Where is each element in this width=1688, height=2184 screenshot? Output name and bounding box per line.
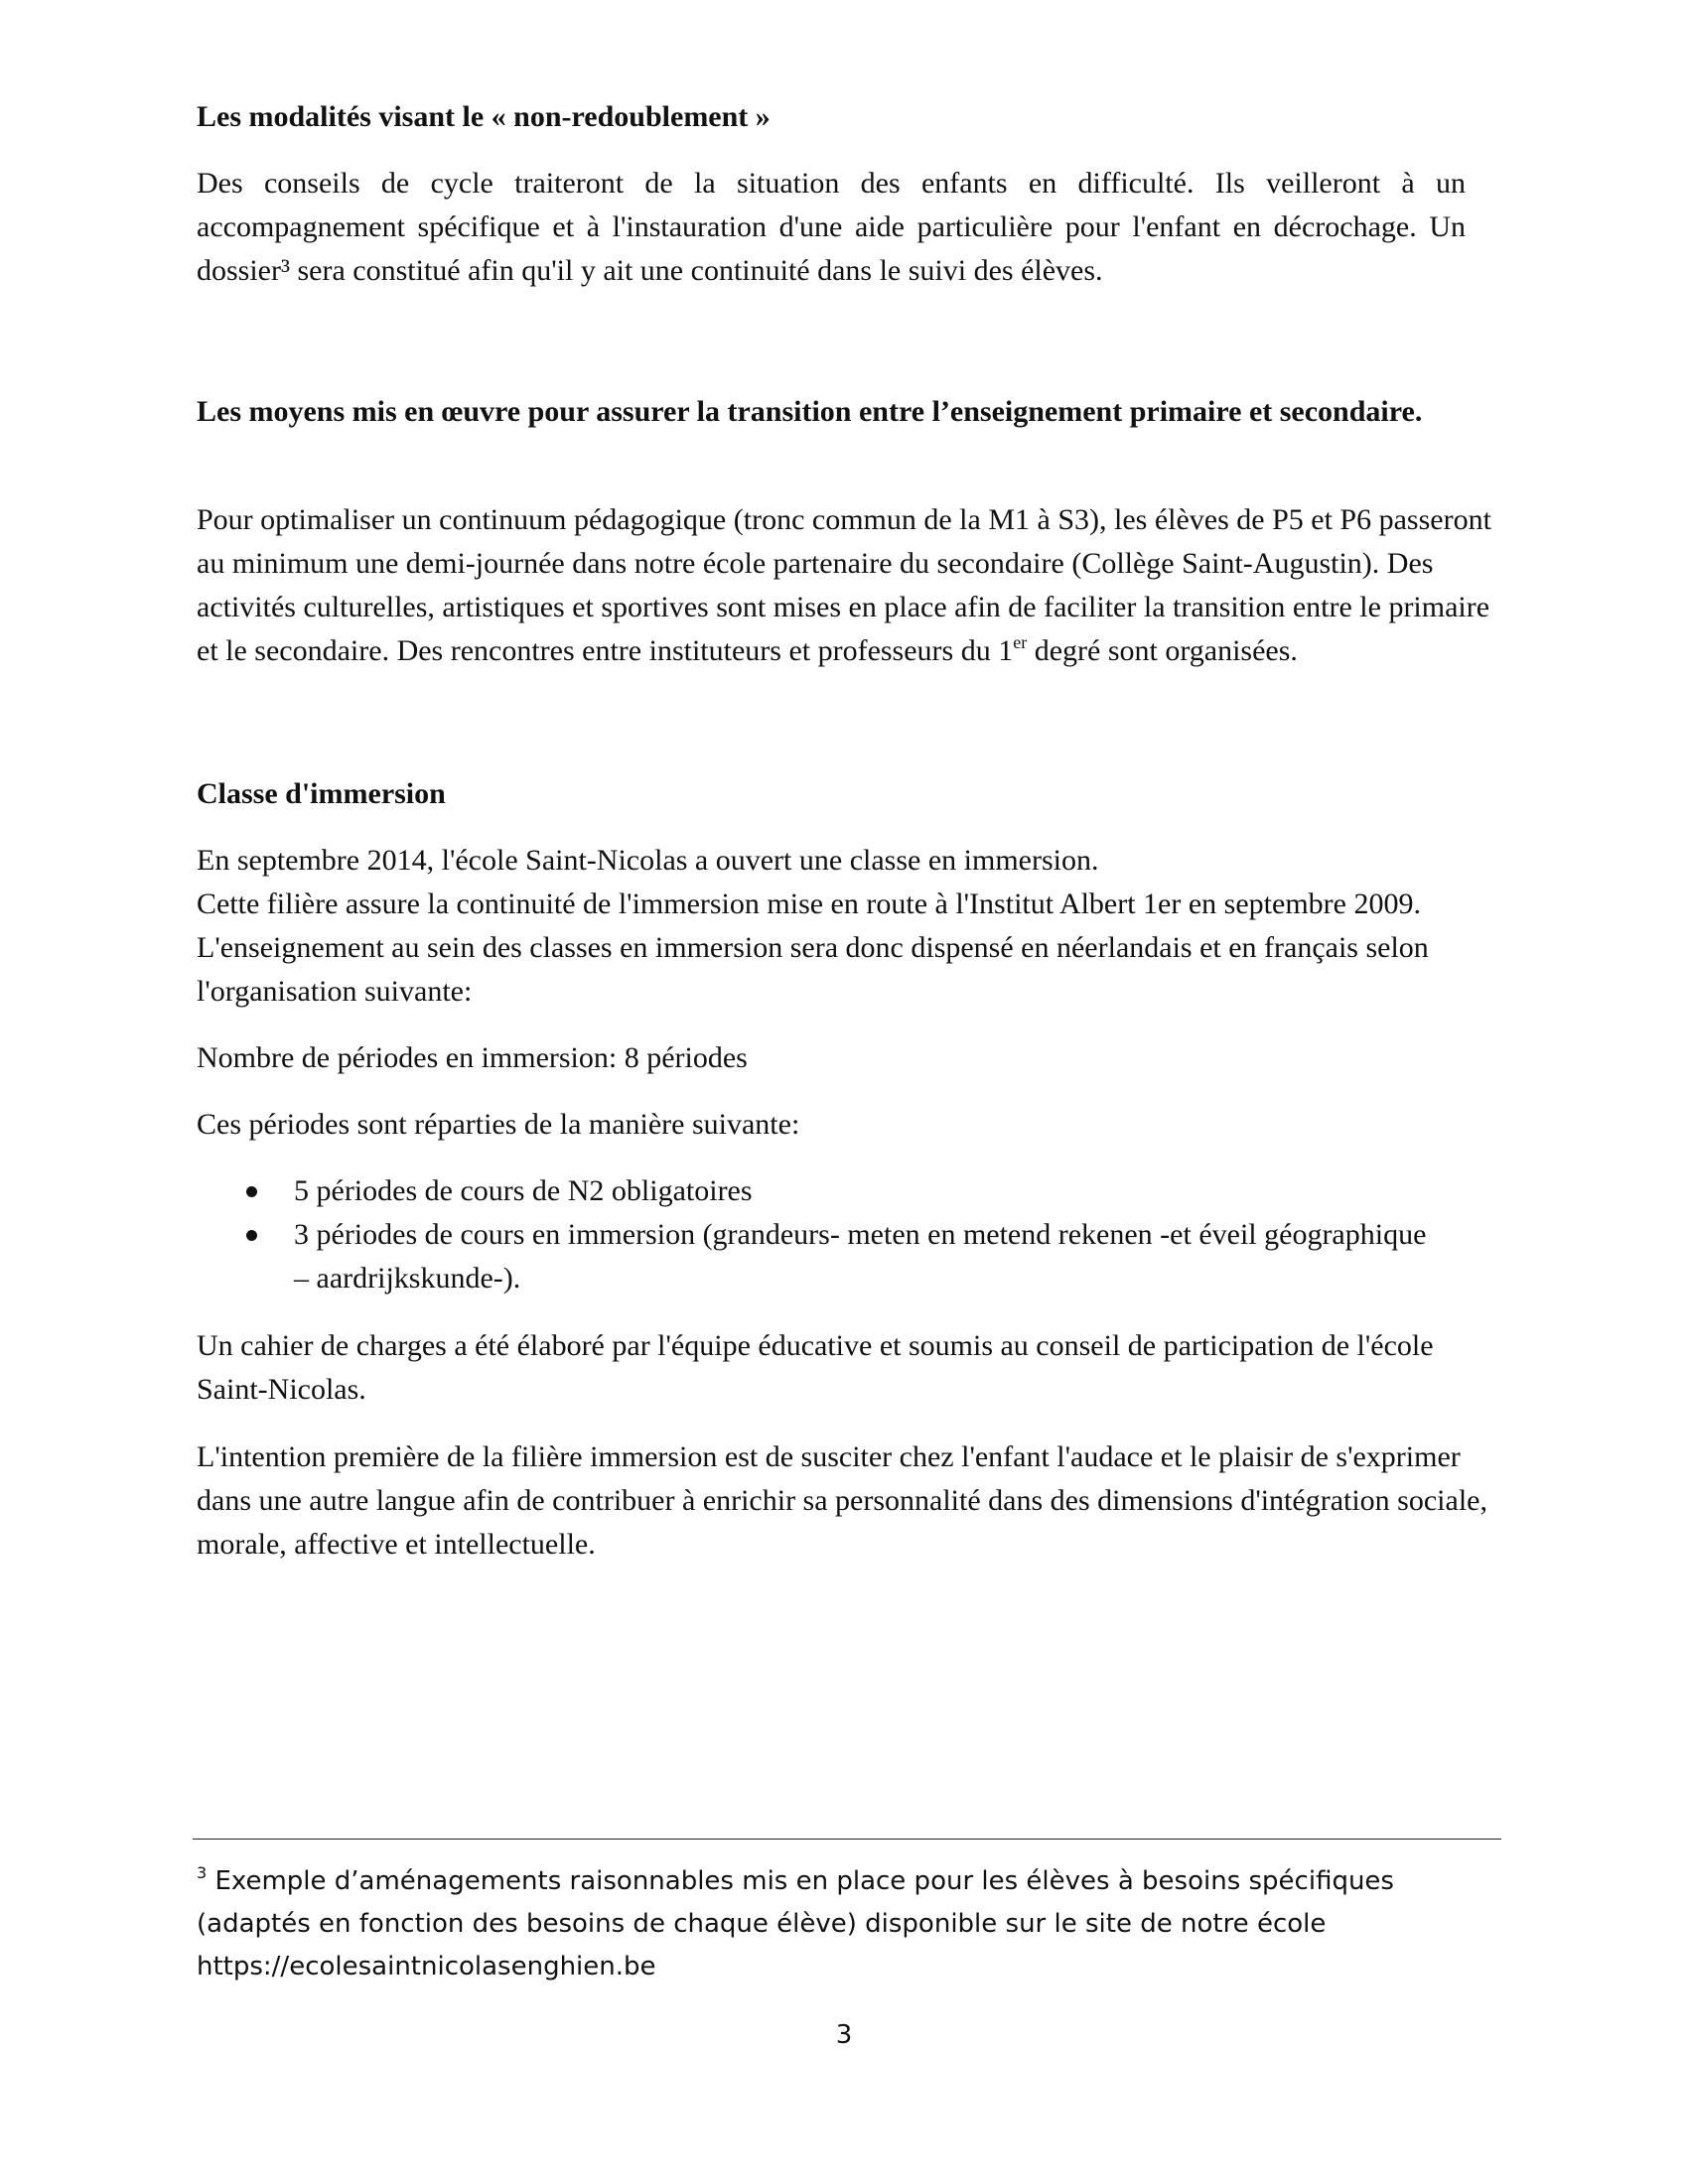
paragraph-text: Cette filière assure la continuité de l'immersion mise en route à l'Institut Albert 1er en septembre 2009. L'enseignement au sein des classes en immersion sera donc dispensé en néerlandais et en français selon l'organisation suivante:	[197, 887, 1429, 1008]
section-heading: Les moyens mis en œuvre pour assurer la transition entre l’enseignement primaire et secondaire.	[197, 395, 1423, 428]
list-item	[197, 1169, 1438, 1213]
footnote-url: https://ecolesaintnicolasenghien.be	[197, 1952, 656, 1981]
ordinal-superscript: er	[1013, 632, 1028, 652]
footnote-number: 3	[197, 1863, 208, 1882]
transition-paragraph	[197, 498, 1507, 673]
paragraph-text: degré sont organisées.	[1027, 634, 1298, 667]
list-item-text: 5 périodes de cours de N2 obligatoires	[294, 1174, 753, 1207]
intention-paragraph	[197, 1435, 1487, 1567]
paragraph-text: sera constitué afin qu'il y ait une continuité dans le suivi des élèves.	[290, 254, 1103, 287]
distribution-intro	[197, 1103, 1477, 1147]
section-transition	[197, 390, 1438, 434]
charges-paragraph	[197, 1324, 1497, 1412]
footnote-separator	[193, 1839, 1501, 1840]
periods-list	[197, 1169, 1438, 1300]
bullet-icon	[246, 1186, 257, 1197]
section-non-redoublement	[197, 95, 1477, 139]
paragraph-text: Nombre de périodes en immersion: 8 périodes	[197, 1041, 748, 1074]
paragraph-text: Pour optimaliser un continuum pédagogique (tronc commun de la M1 à S3), les élèves de P5 et P6 passeront au minimum une demi-journée dans notre école partenaire du secondaire (Collège Saint-Augustin). Des activités culturelles, artistiques et sportives sont mises en place afin de faciliter la transition entre le primaire et le secondaire. Des rencontres entre instituteurs et professeurs du 1	[197, 503, 1491, 667]
non-redoublement-paragraph	[197, 162, 1466, 293]
bullet-icon	[246, 1230, 257, 1241]
footnote-text: Exemple d’aménagements raisonnables mis en place pour les élèves à besoins spécifiques (adaptés en fonction des besoins de chaque élève) disponible sur le site de notre école	[197, 1866, 1394, 1939]
footnote	[197, 1860, 1497, 1988]
section-heading: Classe d'immersion	[197, 777, 446, 810]
footnote-reference: ³	[281, 254, 290, 287]
paragraph-text: Un cahier de charges a été élaboré par l'équipe éducative et soumis au conseil de participation de l'école Saint-Nicolas.	[197, 1329, 1434, 1406]
section-immersion	[197, 772, 1477, 816]
paragraph-text: Ces périodes sont réparties de la manière suivante:	[197, 1108, 800, 1141]
paragraph-text: Des conseils de cycle traiteront de la situation des enfants en difficulté. Ils veilleront à un accompagnement spécifique et à l'instauration d'une aide particulière pour l'enfant en décrochage. Un dossier	[197, 167, 1466, 287]
page-number: 3	[835, 2020, 853, 2050]
paragraph-text: En septembre 2014, l'école Saint-Nicolas a ouvert une classe en immersion.	[197, 844, 1099, 877]
immersion-intro	[197, 839, 1487, 1014]
paragraph-text: L'intention première de la filière immersion est de susciter chez l'enfant l'audace et le plaisir de s'exprimer dans une autre langue afin de contribuer à enrichir sa personnalité dans des dimensions d'intégration sociale, morale, affective et intellectuelle.	[197, 1440, 1487, 1561]
list-item	[197, 1213, 1438, 1300]
periods-count	[197, 1036, 1477, 1080]
section-heading: Les modalités visant le « non-redoublement »	[197, 100, 771, 133]
list-item-text: 3 périodes de cours en immersion (grandeurs- meten en metend rekenen -et éveil géographique – aardrijkskunde-).	[294, 1218, 1427, 1295]
